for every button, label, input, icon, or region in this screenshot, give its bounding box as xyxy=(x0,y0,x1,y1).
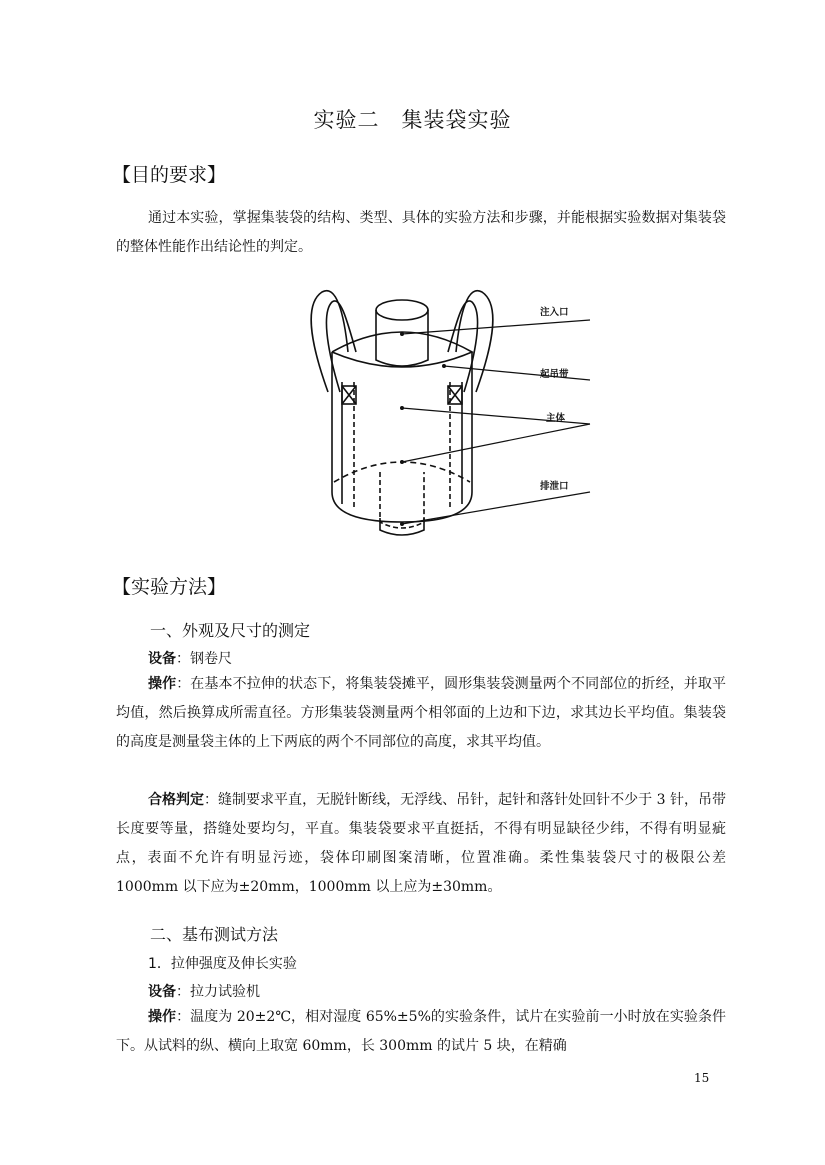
label-lifting-strap: 起吊带 xyxy=(540,369,569,380)
operation-text-2: ：温度为 20±2℃，相对湿度 65%±5%的实验条件，试片在实验前一小时放在实验条件下。从试料的纵、横向上取宽 60mm，长 300mm 的试片 5 块，在精确 xyxy=(116,1009,726,1054)
page-title xyxy=(0,104,825,134)
criteria-text: ：缝制要求平直，无脱针断线，无浮线、吊针，起针和落针处回针不少于 3 针，吊带长度要等量，搭缝处要均匀，平直。集装袋要求平直挺括，不得有明显缺径少纬，不得有明显疵点，表面不允许有明显污迹，袋体印刷图案清晰，位置准确。柔性集装袋尺寸的极限公差 1000mm 以下应为±20mm，1000mm 以上应为±30mm。 xyxy=(116,792,727,895)
dot-outlet xyxy=(400,522,404,526)
method-heading: 【实验方法】 xyxy=(112,576,227,598)
bag-top-ellipse xyxy=(332,332,472,367)
dot-strap xyxy=(442,364,446,368)
label-outlet: 排泄口 xyxy=(540,481,569,492)
operation-label-2: 操作 xyxy=(148,1009,177,1025)
equipment-value-2: ：拉力试验机 xyxy=(176,984,260,1000)
purpose-paragraph: 通过本实验，掌握集装袋的结构、类型、具体的实验方法和步骤，并能根据实验数据对集装袋的整体性能作出结论性的判定。 xyxy=(116,210,726,255)
dot-body-2 xyxy=(400,460,404,464)
section1-operation xyxy=(116,670,726,757)
leader-inlet xyxy=(402,320,590,334)
equipment-label: 设备 xyxy=(148,651,176,667)
leader-outlet xyxy=(402,492,590,524)
equipment-value: ：钢卷尺 xyxy=(176,651,232,667)
inlet-spout-top xyxy=(376,300,428,320)
section2-equipment xyxy=(148,981,260,1001)
section2-operation xyxy=(116,1003,726,1061)
section2-item1: 1．拉伸强度及伸长实验 xyxy=(148,956,297,972)
label-body: 主体 xyxy=(546,413,566,424)
operation-text: ：在基本不拉伸的状态下，将集装袋摊平，圆形集装袋测量两个不同部位的折经，并取平均值，然后换算成所需直径。方形集装袋测量两个相邻面的上边和下边，求其边长平均值。集装袋的高度是测量袋主体的上下两底的两个不同部位的高度，求其平均值。 xyxy=(116,676,727,750)
dot-inlet xyxy=(400,332,404,336)
equipment-label-2: 设备 xyxy=(148,984,176,1000)
section1-criteria xyxy=(116,786,726,902)
leader-body-2 xyxy=(402,424,590,462)
bag-body-outline xyxy=(332,352,472,522)
section1-equipment xyxy=(148,648,232,668)
operation-label: 操作 xyxy=(148,676,177,692)
outlet-spout-inner xyxy=(380,472,424,528)
page-number: 15 xyxy=(694,1071,710,1085)
bulk-bag-figure xyxy=(300,282,605,542)
inlet-spout xyxy=(376,310,428,366)
title-part1: 实验二 xyxy=(313,108,380,132)
dot-body xyxy=(400,406,404,410)
section1-heading: 一、外观及尺寸的测定 xyxy=(150,621,311,640)
section2-heading: 二、基布测试方法 xyxy=(150,925,279,944)
label-inlet: 注入口 xyxy=(540,307,569,318)
outlet-spout-bottom xyxy=(380,518,424,535)
criteria-label: 合格判定 xyxy=(148,792,205,808)
title-part2: 集装袋实验 xyxy=(401,108,512,132)
purpose-heading: 【目的要求】 xyxy=(112,164,227,186)
